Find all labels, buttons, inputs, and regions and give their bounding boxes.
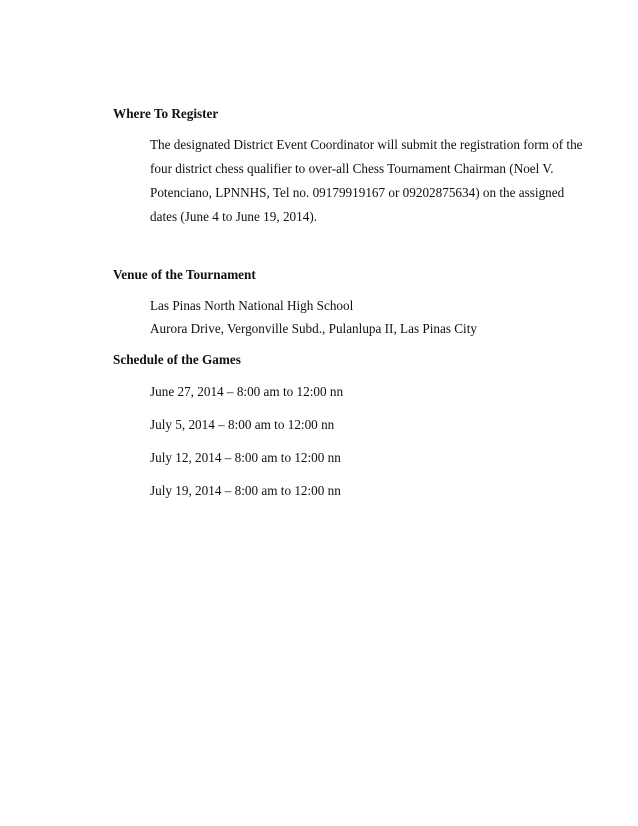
- register-paragraph-line: The designated District Event Coordinator will submit the registration form of the: [150, 137, 583, 152]
- section-heading-venue: Venue of the Tournament: [113, 267, 256, 282]
- register-paragraph-line: four district chess qualifier to over-all Chess Tournament Chairman (Noel V.: [150, 161, 554, 176]
- register-paragraph-line: Potenciano, LPNNHS, Tel no. 09179919167 or 09202875634) on the assigned: [150, 185, 565, 200]
- section-heading-where-to-register: Where To Register: [113, 106, 219, 121]
- venue-school-name: Las Pinas North National High School: [150, 298, 354, 313]
- section-heading-schedule: Schedule of the Games: [113, 352, 241, 367]
- register-paragraph-line: dates (June 4 to June 19, 2014).: [150, 209, 318, 224]
- venue-address: Aurora Drive, Vergonville Subd., Pulanlupa II, Las Pinas City: [150, 321, 477, 336]
- schedule-date-item: July 19, 2014 – 8:00 am to 12:00 nn: [150, 483, 341, 498]
- schedule-date-item: June 27, 2014 – 8:00 am to 12:00 nn: [150, 384, 344, 399]
- schedule-date-item: July 5, 2014 – 8:00 am to 12:00 nn: [150, 417, 335, 432]
- schedule-date-item: July 12, 2014 – 8:00 am to 12:00 nn: [150, 450, 341, 465]
